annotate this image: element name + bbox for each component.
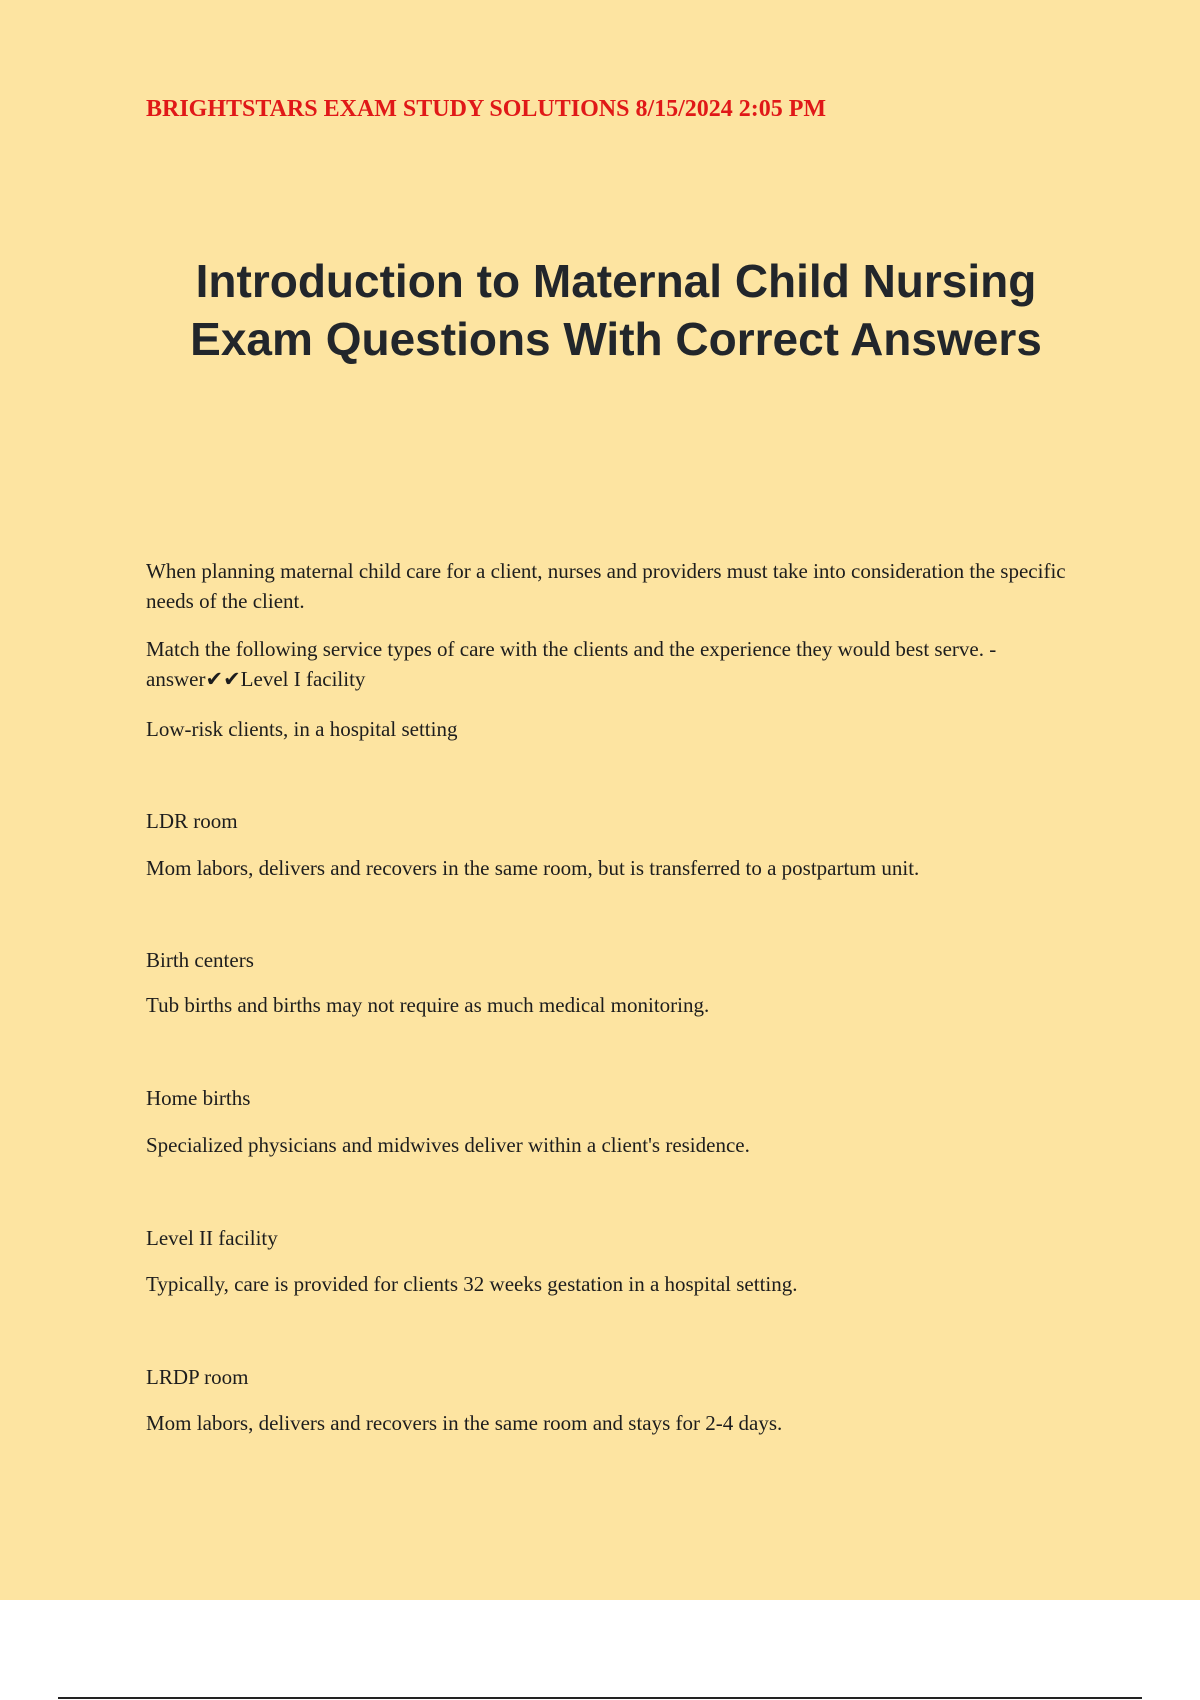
answer-description-level-1: Low-risk clients, in a hospital setting	[146, 717, 458, 741]
answer-description-lrdp-room: Mom labors, delivers and recovers in the same room and stays for 2-4 days.	[146, 1411, 783, 1435]
answer-description-ldr-room: Mom labors, delivers and recovers in the same room, but is transferred to a postpartum unit.	[146, 856, 920, 880]
answer-term-level-2: Level II facility	[146, 1226, 278, 1250]
answer-term-ldr-room: LDR room	[146, 809, 238, 833]
answer-description-level-2: Typically, care is provided for clients 32 weeks gestation in a hospital setting.	[146, 1272, 798, 1296]
title-line-2: Exam Questions With Correct Answers	[190, 313, 1042, 365]
answer-term-birth-centers: Birth centers	[146, 948, 254, 972]
answer-description-home-births: Specialized physicians and midwives deliver within a client's residence.	[146, 1133, 750, 1157]
answer-term-lrdp-room: LRDP room	[146, 1365, 249, 1389]
intro-paragraph: When planning maternal child care for a client, nurses and providers must take into consideration the specific needs of the client.	[146, 559, 1066, 613]
footer-divider	[58, 1697, 1142, 1699]
header-text: BRIGHTSTARS EXAM STUDY SOLUTIONS 8/15/2024 2:05 PM	[146, 96, 827, 122]
question-paragraph: Match the following service types of care with the clients and the experience they would best serve. - answer✔✔Level I facility	[146, 637, 997, 691]
answer-description-birth-centers: Tub births and births may not require as much medical monitoring.	[146, 993, 710, 1017]
answer-term-home-births: Home births	[146, 1086, 251, 1110]
page-title	[0, 252, 1200, 368]
title-line-1: Introduction to Maternal Child Nursing	[195, 255, 1037, 307]
